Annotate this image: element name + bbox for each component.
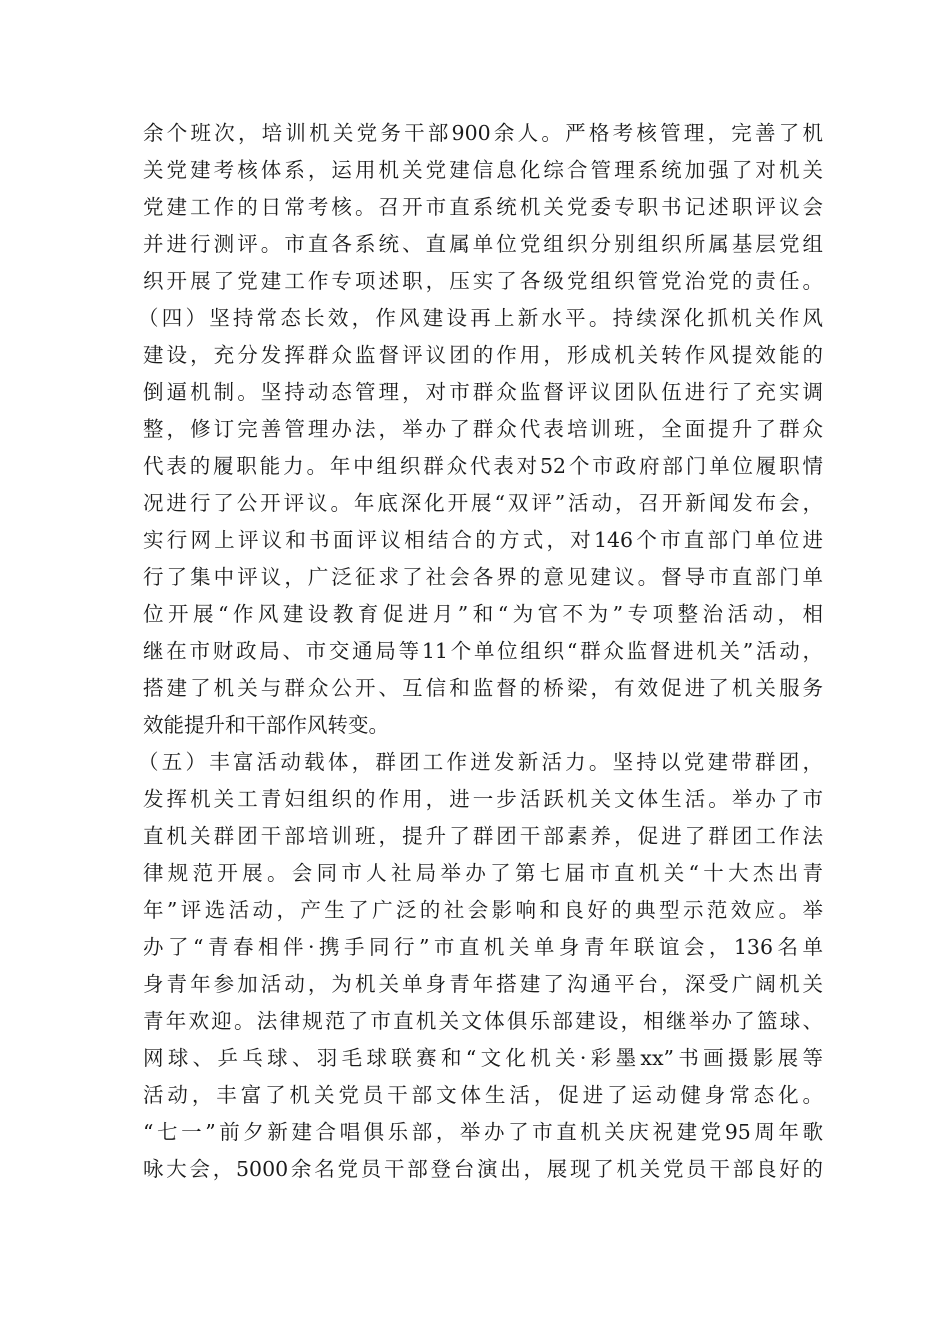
text-line: 效能提升和干部作风转变。: [143, 713, 389, 737]
body-text: [138, 115, 823, 1188]
text-line: 建设，充分发挥群众监督评议团的作用，形成机关转作风提效能的: [143, 343, 823, 367]
text-line: 网球、乒乓球、羽毛球联赛和“文化机关·彩墨xx”书画摄影展等: [143, 1046, 823, 1070]
text-line: 继在市财政局、市交通局等11个单位组织“群众监督进机关”活动，: [143, 639, 823, 663]
text-line: 倒逼机制。坚持动态管理，对市群众监督评议团队伍进行了充实调: [143, 380, 823, 404]
text-line: 整，修订完善管理办法，举办了群众代表培训班，全面提升了群众: [143, 417, 823, 441]
text-line: 活动，丰富了机关党员干部文体生活，促进了运动健身常态化。: [143, 1083, 823, 1107]
text-line: 办了“青春相伴·携手同行”市直机关单身青年联谊会，136名单: [143, 935, 823, 959]
text-line: “七一”前夕新建合唱俱乐部，举办了市直机关庆祝建党95周年歌: [143, 1120, 823, 1144]
section-heading-line: （四）坚持常态长效，作风建设再上新水平。持续深化抓机关作风: [138, 306, 823, 330]
text-line: 咏大会，5000余名党员干部登台演出，展现了机关党员干部良好的: [143, 1157, 823, 1181]
text-line: 余个班次，培训机关党务干部900余人。严格考核管理，完善了机: [143, 121, 823, 145]
text-line: 代表的履职能力。年中组织群众代表对52个市政府部门单位履职情: [143, 454, 823, 478]
section-heading-line: （五）丰富活动载体，群团工作迸发新活力。坚持以党建带群团，: [138, 750, 823, 774]
text-line: 搭建了机关与群众公开、互信和监督的桥梁，有效促进了机关服务: [143, 676, 823, 700]
text-line: 行了集中评议，广泛征求了社会各界的意见建议。督导市直部门单: [143, 565, 823, 589]
text-line: 实行网上评议和书面评议相结合的方式，对146个市直部门单位进: [143, 528, 823, 552]
text-line: 织开展了党建工作专项述职，压实了各级党组织管党治党的责任。: [143, 269, 823, 293]
text-line: 发挥机关工青妇组织的作用，进一步活跃机关文体生活。举办了市: [143, 787, 823, 811]
text-line: 位开展“作风建设教育促进月”和“为官不为”专项整治活动，相: [143, 602, 823, 626]
text-line: 年”评选活动，产生了广泛的社会影响和良好的典型示范效应。举: [143, 898, 823, 922]
text-line: 党建工作的日常考核。召开市直系统机关党委专职书记述职评议会: [143, 195, 823, 219]
text-line: 青年欢迎。法律规范了市直机关文体俱乐部建设，相继举办了篮球、: [143, 1009, 823, 1033]
text-line: 身青年参加活动，为机关单身青年搭建了沟通平台，深受广阔机关: [143, 972, 823, 996]
text-line: 直机关群团干部培训班，提升了群团干部素养，促进了群团工作法: [143, 824, 823, 848]
text-line: 关党建考核体系，运用机关党建信息化综合管理系统加强了对机关: [143, 158, 823, 182]
text-line: 况进行了公开评议。年底深化开展“双评”活动，召开新闻发布会，: [143, 491, 823, 515]
text-line: 并进行测评。市直各系统、直属单位党组织分别组织所属基层党组: [143, 232, 823, 256]
text-line: 律规范开展。会同市人社局举办了第七届市直机关“十大杰出青: [143, 861, 823, 885]
